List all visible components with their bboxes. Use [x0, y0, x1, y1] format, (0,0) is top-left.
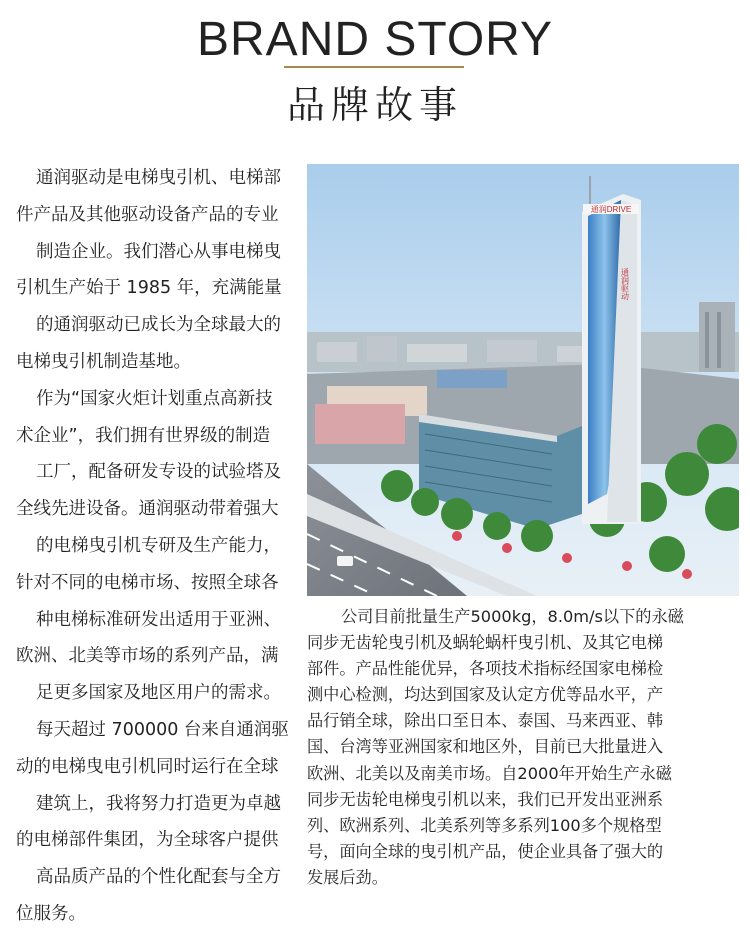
text-line: 部件。产品性能优异，各项技术指标经国家电梯检 [307, 659, 664, 679]
text-line: 种电梯标准研发出适用于亚洲、 [36, 609, 281, 630]
text-line: 的电梯部件集团，为全球客户提供 [16, 830, 279, 851]
text-line: 制造企业。我们潜心从事电梯曳 [36, 241, 281, 262]
title-divider [284, 66, 464, 68]
text-line: 公司目前批量生产5000kg，8.0m/s以下的永磁 [341, 607, 684, 626]
text-line: 高品质产品的个性化配套与全方 [36, 867, 281, 888]
text-line: 欧洲、北美等市场的系列产品，满 [16, 646, 279, 667]
text-line: 通润驱动是电梯曳引机、电梯部 [36, 168, 281, 188]
text-line: 作为“国家火炬计划重点高新技 [36, 388, 273, 409]
left-text-column [16, 160, 290, 933]
text-line: 同步无齿轮曳引机及蜗轮蜗杆曳引机、及其它电梯 [307, 633, 664, 653]
text-line: 术企业”，我们拥有世界级的制造 [16, 425, 271, 446]
text-line: 足更多国家及地区用户的需求。 [36, 683, 281, 704]
text-line: 欧洲、北美以及南美市场。自2000年开始生产永磁 [307, 763, 672, 783]
text-line: 全线先进设备。通润驱动带着强大 [16, 499, 279, 520]
text-line: 建筑上，我将努力打造更为卓越 [36, 793, 281, 814]
text-line: 的电梯曳引机专研及生产能力， [36, 535, 281, 556]
text-line: 工厂，配备研发专设的试验塔及 [36, 462, 281, 483]
text-line: 位服务。 [16, 903, 86, 924]
text-line: 国、台湾等亚洲国家和地区外，目前已大批量进入 [307, 737, 664, 757]
tower-vertical-text: 通润驱动 [620, 268, 630, 300]
text-line: 的通润驱动已成长为全球最大的 [36, 315, 281, 336]
text-line: 针对不同的电梯市场、按照全球各 [16, 572, 279, 593]
text-line: 发展后劲。 [307, 867, 388, 887]
text-line: 件产品及其他驱动设备产品的专业 [16, 204, 279, 225]
text-line: 号，面向全球的曳引机产品，使企业具备了强大的 [307, 841, 664, 861]
tower-sign: 通润DRIVE [590, 205, 632, 214]
right-text-column [307, 604, 739, 891]
title-english: BRAND STORY [197, 13, 553, 66]
text-line: 测中心检测，均达到国家及认定方优等品水平，产 [307, 685, 664, 705]
text-line: 电梯曳引机制造基地。 [16, 351, 191, 372]
text-line: 品行销全球，除出口至日本、泰国、马来西亚、韩 [307, 711, 664, 731]
title-chinese: 品牌故事 [286, 83, 463, 127]
headquarters-photo [307, 164, 739, 596]
left-paragraph [16, 160, 290, 933]
text-line: 每天超过 700000 台来自通润驱 [36, 719, 289, 740]
text-line: 动的电梯曳电引机同时运行在全球 [16, 756, 279, 777]
text-line: 同步无齿轮电梯曳引机以来，我们已开发出亚洲系 [307, 789, 664, 809]
text-line: 引机生产始于 1985 年，充满能量 [16, 278, 282, 299]
text-line: 列、欧洲系列、北美系列等多系列100多个规格型 [307, 815, 662, 835]
